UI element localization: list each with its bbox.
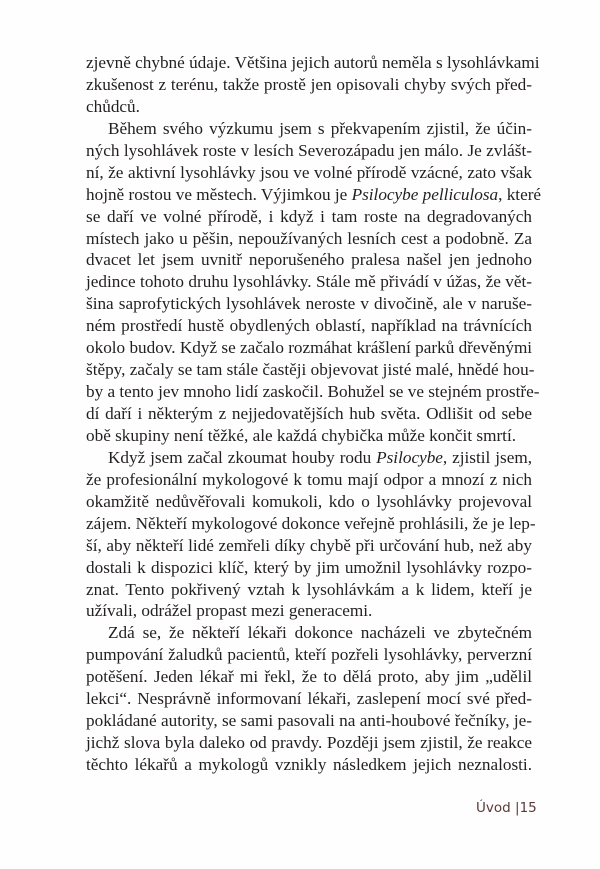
- species-name: Psilocybe pelliculosa: [351, 184, 499, 204]
- text-line: ší, aby někteří lidé zemřeli díky chybě při určování hub, než aby: [86, 535, 532, 555]
- text-line: pumpování žaludků pacientů, kteří pozřeli lysohlávky, perverzní: [86, 645, 532, 665]
- text-line: okolo budov. Když se začalo rozmáhat krášlení parků dřevěnými: [86, 338, 533, 358]
- text-line: chůdců.: [86, 96, 140, 116]
- text-line: že profesionální mykologové k tomu mají odpor a mnozí z nich: [86, 469, 532, 489]
- text-line: těchto lékařů a mykologů vznikly následkem jejich neznalosti.: [86, 755, 532, 774]
- page-number: 15: [519, 800, 537, 816]
- text-line: by a tento jev mnoho lidí zaskočil. Bohužel se ve stejném prostře-: [86, 382, 540, 402]
- paragraph-first-line: Během svého výzkumu jsem s překvapením zjistil, že účin-: [108, 118, 532, 138]
- text-line: pokládané autority, se sami pasovali na anti-houbové řečníky, je-: [86, 711, 532, 731]
- text-line: potěšení. Jeden lékař mi řekl, že to dělá proto, aby jim „udělil: [86, 667, 532, 687]
- text-line: užívali, odrážel propast mezi generacemi.: [86, 601, 373, 621]
- text-line: dostali k dispozici klíč, který by jim umožnil lysohlávky rozpo-: [86, 557, 532, 577]
- text-line: ní, že aktivní lysohlávky jsou ve volné přírodě vzácné, zato však: [86, 162, 532, 182]
- text-line: ném prostředí hustě obydlených oblastí, například na trávnících: [86, 316, 532, 336]
- text-line: jichž slova byla daleko od pravdy. Později jsem zjistil, že reakce: [86, 733, 532, 753]
- text-line: obě skupiny není těžké, ale každá chybička může končit smrtí.: [86, 425, 517, 445]
- text-line: jedince tohoto druhu lysohlávky. Stále mě přivádí v úžas, že vět-: [86, 272, 532, 292]
- text-line: dí daří i některým z nejjedovatějších hub světa. Odlišit od sebe: [86, 404, 532, 423]
- text-line: znat. Tento pokřivený vztah k lysohlávkám a k lidem, kteří je: [86, 579, 532, 599]
- text-line: okamžitě nedůvěřovali komukoli, kdo o lysohlávky projevoval: [86, 491, 532, 511]
- page-footer: [476, 800, 537, 816]
- text-line: dvacet let jsem uvnitř neporušeného pralesa našel jen jednoho: [86, 250, 532, 270]
- text-line: místech jako u pěšin, nepoužívaných lesních cest a podobně. Za: [86, 228, 532, 248]
- text-line: lekci“. Nesprávně informovaní lékaři, zaslepení mocí své před-: [86, 689, 532, 709]
- body-text: [86, 52, 542, 776]
- text-line: šina saprofytických lysohlávek neroste v divočině, ale v naruše-: [86, 294, 532, 314]
- footer-separator: |: [515, 800, 520, 816]
- text-line: zájem. Někteří mykologové dokonce veřejně prohlásili, že je lep-: [86, 513, 536, 533]
- text-line: zjevně chybné údaje. Většina jejich autorů neměla s lysohlávkami: [86, 53, 540, 72]
- paragraph-first-line: Když jsem začal zkoumat houby rodu Psilocybe, zjistil jsem,: [108, 447, 532, 467]
- text-line: štěpy, začaly se tam stále častěji objevovat jisté malé, hnědé hou-: [86, 360, 535, 380]
- section-title: Úvod: [476, 800, 511, 816]
- paragraph-first-line: Zdá se, že někteří lékaři dokonce nacházeli ve zbytečném: [108, 623, 532, 643]
- species-name: Psilocybe: [376, 447, 443, 467]
- text-line: ných lysohlávek roste v lesích Severozápadu jen málo. Je zvlášt-: [86, 140, 532, 160]
- text-line: zkušenost z terénu, takže prostě jen opisovali chyby svých před-: [86, 74, 532, 94]
- text-line: se daří ve volné přírodě, i když i tam roste na degradovaných: [86, 206, 532, 226]
- text-line: hojně rostou ve městech. Výjimkou je Psilocybe pelliculosa, které: [86, 184, 542, 204]
